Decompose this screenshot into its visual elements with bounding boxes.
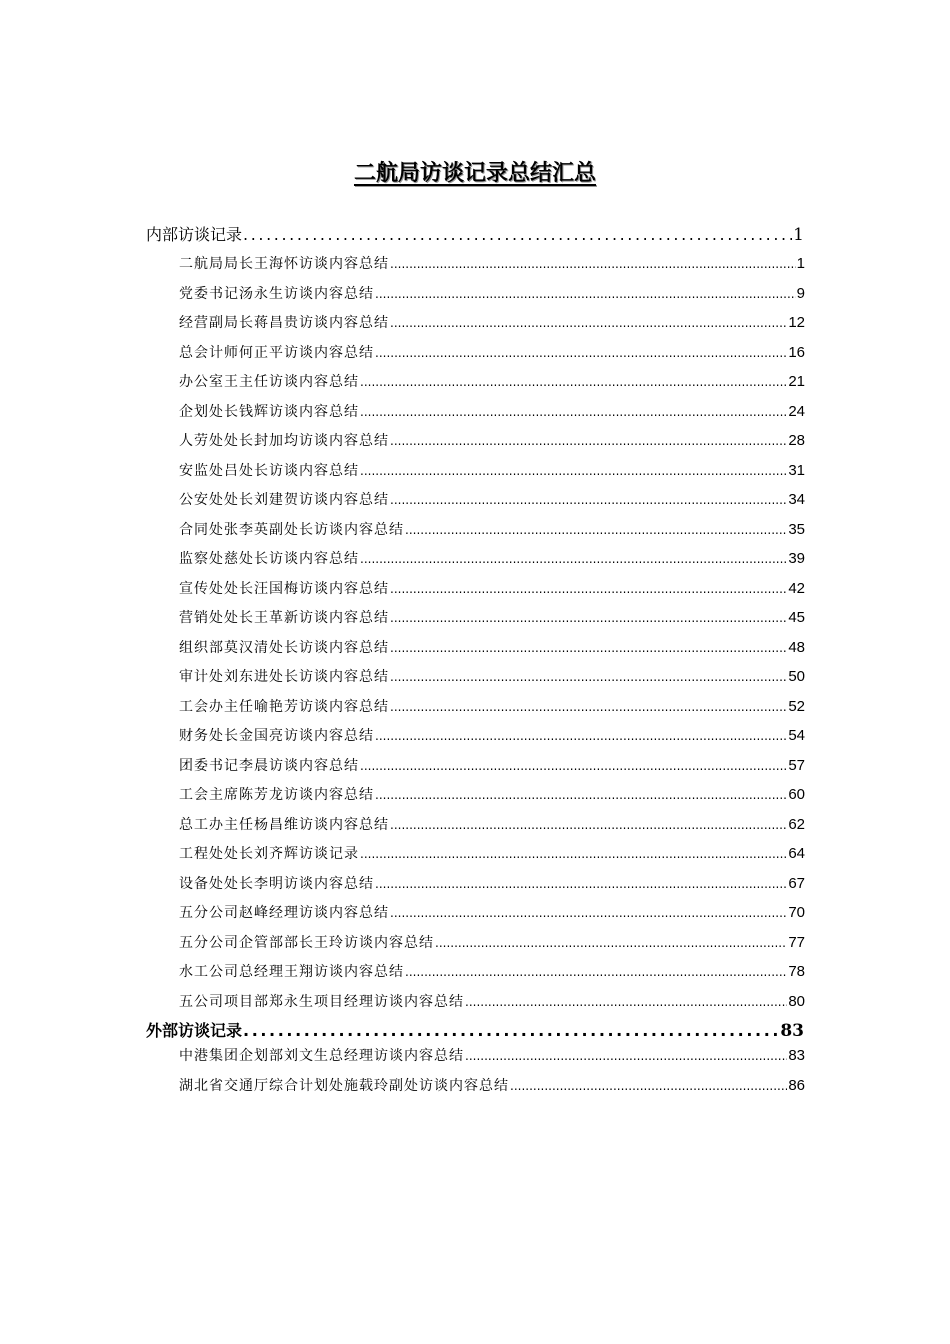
toc-item-label: 监察处慈处长访谈内容总结 — [179, 551, 359, 567]
toc-item-label: 中港集团企划部刘文生总经理访谈内容总结 — [179, 1048, 464, 1064]
toc-item[interactable] — [179, 961, 805, 981]
toc-item-label: 宣传处处长汪国梅访谈内容总结 — [179, 580, 389, 597]
toc-item-label: 合同处张李英副处长访谈内容总结 — [179, 521, 404, 538]
toc-item[interactable] — [179, 1075, 805, 1095]
toc-leader-dots — [375, 287, 796, 301]
toc-item-label: 企划处长钱辉访谈内容总结 — [179, 403, 359, 420]
toc-page-number: 67 — [788, 874, 805, 892]
toc-item[interactable] — [179, 1045, 805, 1065]
toc-item-label: 营销处处长王革新访谈内容总结 — [179, 610, 389, 626]
toc-item[interactable] — [179, 873, 805, 893]
toc-page-number: 12 — [788, 314, 805, 331]
toc-item-label: 五分公司赵峰经理访谈内容总结 — [179, 905, 389, 921]
toc-item-label: 工程处处长刘齐辉访谈记录 — [179, 846, 359, 862]
toc-page-number: 78 — [788, 963, 805, 980]
toc-page-number: 86 — [788, 1076, 805, 1094]
toc-page-number: 48 — [788, 638, 805, 656]
toc-item-label: 办公室王主任访谈内容总结 — [179, 374, 359, 390]
toc-item-label: 总工办主任杨昌维访谈内容总结 — [179, 816, 389, 833]
toc-item-label: 安监处吕处长访谈内容总结 — [179, 462, 359, 479]
toc-leader-dots — [243, 1021, 779, 1040]
toc-leader-dots — [375, 788, 787, 802]
toc-item[interactable] — [179, 666, 805, 686]
toc-leader-dots — [390, 700, 787, 714]
toc-page-number: 34 — [788, 491, 805, 508]
toc-leader-dots — [390, 582, 787, 596]
toc-leader-dots — [360, 847, 787, 861]
toc-item[interactable] — [179, 371, 805, 391]
toc-leader-dots — [375, 877, 787, 891]
toc-item[interactable] — [179, 696, 805, 716]
toc-item[interactable] — [179, 548, 805, 568]
toc-page-number: 42 — [788, 579, 805, 597]
toc-item[interactable] — [179, 902, 805, 922]
toc-page-number: 9 — [796, 284, 805, 302]
toc-item[interactable] — [179, 578, 805, 598]
toc-item[interactable] — [179, 991, 805, 1011]
toc-page-number: 80 — [788, 992, 805, 1010]
toc-item[interactable] — [179, 932, 805, 952]
toc-item[interactable] — [179, 253, 805, 273]
toc-leader-dots — [390, 257, 796, 271]
toc-page-number: 83 — [788, 1047, 805, 1064]
toc-item-label: 党委书记汤永生访谈内容总结 — [179, 285, 374, 302]
toc-item[interactable] — [179, 342, 805, 362]
toc-page-number: 21 — [788, 373, 805, 390]
toc-item[interactable] — [179, 460, 805, 480]
toc-page-number: 64 — [788, 845, 805, 862]
toc-page-number: 60 — [788, 786, 805, 803]
toc-item[interactable] — [179, 607, 805, 627]
document-title-text: 二航局访谈记录总结汇总 — [353, 160, 596, 186]
toc-section-internal[interactable] — [146, 222, 804, 245]
toc-leader-dots — [390, 611, 787, 625]
toc-item-label: 工会主席陈芳龙访谈内容总结 — [179, 787, 374, 803]
toc-item-label: 工会办主任喻艳芳访谈内容总结 — [179, 698, 389, 715]
toc-item-label: 设备处处长李明访谈内容总结 — [179, 875, 374, 892]
toc-page-number: 50 — [788, 668, 805, 685]
toc-item-label: 公安处处长刘建贺访谈内容总结 — [179, 492, 389, 508]
toc-leader-dots — [360, 552, 787, 566]
toc-page-number: 77 — [788, 933, 805, 951]
toc-page-number: 1 — [796, 255, 805, 272]
toc-page-number: 57 — [788, 756, 805, 774]
toc-page-number: 83 — [780, 1021, 804, 1041]
toc-page-number: 52 — [788, 697, 805, 715]
toc-page-number: 39 — [788, 550, 805, 567]
toc-item-label: 五公司项目部郑永生项目经理访谈内容总结 — [179, 993, 464, 1010]
toc-leader-dots — [375, 729, 787, 743]
toc-leader-dots — [375, 346, 787, 360]
toc-page-number: 70 — [788, 904, 805, 921]
toc-leader-dots — [390, 670, 787, 684]
toc-leader-dots — [360, 759, 787, 773]
toc-leader-dots — [360, 405, 787, 419]
toc-page-number: 16 — [788, 343, 805, 361]
toc-leader-dots — [405, 523, 787, 537]
toc-item[interactable] — [179, 755, 805, 775]
toc-leader-dots — [390, 818, 787, 832]
toc-item[interactable] — [179, 637, 805, 657]
toc-leader-dots — [243, 225, 792, 244]
toc-item-label: 五分公司企管部部长王玲访谈内容总结 — [179, 934, 434, 951]
toc-leader-dots — [360, 464, 787, 478]
toc-item[interactable] — [179, 489, 805, 509]
toc-item-label: 财务处长金国亮访谈内容总结 — [179, 728, 374, 744]
toc-item[interactable] — [179, 430, 805, 450]
toc-item-label: 组织部莫汉清处长访谈内容总结 — [179, 639, 389, 656]
toc-item-label: 人劳处处长封加均访谈内容总结 — [179, 433, 389, 449]
toc-item[interactable] — [179, 283, 805, 303]
toc-leader-dots — [510, 1079, 787, 1093]
toc-leader-dots — [465, 995, 787, 1009]
toc-page-number: 28 — [788, 432, 805, 449]
toc-leader-dots — [390, 641, 787, 655]
toc-item-label: 经营副局长蒋昌贵访谈内容总结 — [179, 315, 389, 331]
toc-item[interactable] — [179, 519, 805, 539]
toc-item-label: 水工公司总经理王翔访谈内容总结 — [179, 964, 404, 980]
toc-leader-dots — [390, 493, 787, 507]
toc-item[interactable] — [179, 843, 805, 863]
toc-page-number: 31 — [788, 461, 805, 479]
toc-page-number: 24 — [788, 402, 805, 420]
document-title — [0, 156, 950, 187]
toc-leader-dots — [360, 375, 787, 389]
toc-item[interactable] — [179, 814, 805, 834]
toc-section-label: 外部访谈记录 — [146, 1021, 243, 1040]
toc-page-number: 35 — [788, 520, 805, 538]
toc-item-label: 审计处刘东进处长访谈内容总结 — [179, 669, 389, 685]
toc-item[interactable] — [179, 725, 805, 745]
toc-item-label: 二航局局长王海怀访谈内容总结 — [179, 256, 389, 272]
toc-section-label: 内部访谈记录 — [146, 225, 243, 244]
toc-leader-dots — [390, 316, 787, 330]
toc-leader-dots — [390, 434, 787, 448]
toc-item-label: 总会计师何正平访谈内容总结 — [179, 344, 374, 361]
toc-page-number: 45 — [788, 609, 805, 626]
toc-page-number: 1 — [793, 225, 804, 245]
toc-item-label: 湖北省交通厅综合计划处施载玲副处访谈内容总结 — [179, 1077, 509, 1094]
toc-item[interactable] — [179, 784, 805, 804]
toc-leader-dots — [405, 965, 787, 979]
toc-leader-dots — [435, 936, 787, 950]
toc-page-number: 62 — [788, 815, 805, 833]
toc-leader-dots — [465, 1049, 787, 1063]
toc-leader-dots — [390, 906, 787, 920]
toc-item[interactable] — [179, 401, 805, 421]
toc-item[interactable] — [179, 312, 805, 332]
toc-item-label: 团委书记李晨访谈内容总结 — [179, 757, 359, 774]
toc-page-number: 54 — [788, 727, 805, 744]
toc-section-external[interactable] — [146, 1018, 804, 1041]
